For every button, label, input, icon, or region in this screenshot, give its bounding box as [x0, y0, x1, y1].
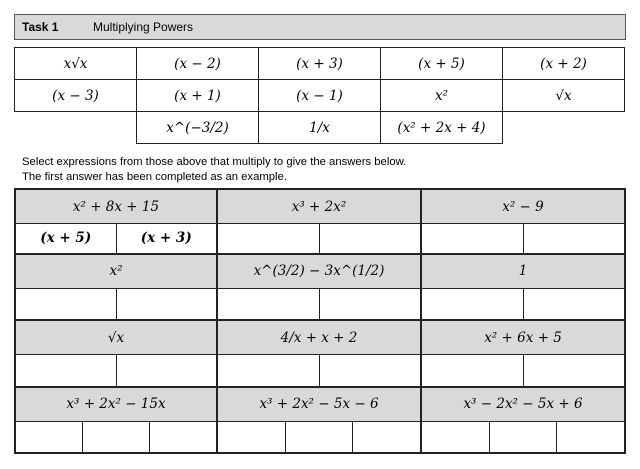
question-box [14, 188, 218, 255]
expression-text: x^(−3/2) [166, 119, 229, 136]
expression-text: (x² + 2x + 4) [397, 119, 486, 136]
answer-slot[interactable] [422, 223, 523, 253]
question-expression-text: x³ − 2x² − 5x + 6 [463, 396, 583, 412]
question-expression [422, 190, 624, 224]
answer-slot[interactable] [556, 421, 624, 453]
question-expression [218, 388, 420, 422]
question-expression-text: 1 [518, 263, 528, 279]
expression-text: (x + 3) [296, 55, 343, 72]
answer-slot[interactable] [149, 421, 216, 453]
answer-row [422, 223, 624, 253]
expression-text: (x − 3) [52, 87, 99, 104]
answer-slot[interactable] [319, 354, 421, 386]
expression-text: (x − 1) [296, 87, 343, 104]
answer-slot[interactable] [16, 421, 82, 453]
task-header [14, 14, 626, 40]
answer-slot[interactable] [218, 354, 319, 386]
question-expression-text: √x [107, 329, 125, 346]
answer-slot[interactable] [523, 288, 625, 320]
expression-text: (x + 5) [418, 55, 465, 72]
question-expression-text: x^(3/2) − 3x^(1/2) [253, 263, 385, 279]
answer-row [218, 223, 420, 253]
answer-row [218, 354, 420, 386]
question-box [216, 253, 422, 322]
task-title: Multiplying Powers [93, 20, 194, 34]
question-box [420, 386, 626, 455]
question-expression [16, 190, 216, 224]
question-expression [218, 190, 420, 224]
answer-slot[interactable] [422, 288, 523, 320]
expression-cell[interactable] [259, 80, 381, 112]
answer-slot[interactable] [218, 288, 319, 320]
question-box [216, 188, 422, 255]
expression-cell[interactable] [15, 48, 137, 80]
answer-row [16, 354, 216, 386]
answer-row [16, 288, 216, 320]
question-box [420, 188, 626, 255]
question-expression-text: x² − 9 [502, 198, 544, 215]
question-expression [16, 321, 216, 355]
question-expression [422, 255, 624, 289]
expression-cell[interactable] [137, 80, 259, 112]
instruction-line: The first answer has been completed as an example. [22, 170, 287, 183]
expression-text: (x + 2) [540, 55, 587, 72]
question-expression-text: 4/x + x + 2 [280, 329, 358, 346]
expression-text: √x [555, 87, 572, 104]
answer-slot[interactable] [489, 421, 557, 453]
question-box [14, 253, 218, 322]
answer-row [422, 421, 624, 453]
expression-cell[interactable] [503, 48, 625, 80]
empty-cell [503, 112, 625, 144]
answer-slot[interactable] [285, 421, 353, 453]
question-expression [422, 388, 624, 422]
answer-slot[interactable] [16, 354, 116, 386]
question-expression-text: x² + 6x + 5 [484, 329, 562, 346]
expression-text: (x + 1) [174, 87, 221, 104]
question-box [14, 386, 218, 455]
question-expression-text: x³ + 2x² − 15x [66, 396, 166, 412]
question-expression-text: x² [109, 263, 123, 279]
answer-slot[interactable] [116, 288, 217, 320]
question-box [420, 319, 626, 388]
answer-slot[interactable] [319, 288, 421, 320]
expression-x-sqrt-x: x√x [63, 55, 88, 72]
expression-cell[interactable] [503, 80, 625, 112]
question-expression-text: x² + 8x + 15 [72, 198, 160, 215]
answer-slot[interactable] [422, 421, 489, 453]
answer-slot[interactable] [218, 421, 285, 453]
question-expression-text: x³ + 2x² [291, 198, 347, 215]
question-expression [422, 321, 624, 355]
expression-table [14, 47, 625, 144]
instructions [22, 155, 406, 184]
question-expression [16, 255, 216, 289]
answer-text: (x + 5) [40, 229, 92, 246]
answer-row [16, 223, 216, 253]
question-box [216, 319, 422, 388]
answer-slot[interactable] [422, 354, 523, 386]
answer-row [218, 288, 420, 320]
answer-slot[interactable] [218, 223, 319, 253]
expression-cell[interactable] [259, 48, 381, 80]
answer-slot[interactable] [523, 223, 625, 253]
answer-slot[interactable] [352, 421, 420, 453]
expression-text: x² [434, 87, 449, 104]
expression-cell[interactable] [381, 48, 503, 80]
answer-slot[interactable] [116, 354, 217, 386]
expression-cell[interactable] [381, 112, 503, 144]
answer-slot[interactable] [16, 288, 116, 320]
expression-cell[interactable] [259, 112, 381, 144]
answer-slot[interactable] [319, 223, 421, 253]
question-expression [218, 321, 420, 355]
empty-cell [15, 112, 137, 144]
answer-row [422, 288, 624, 320]
task-label: Task 1 [22, 20, 59, 34]
answer-slot[interactable] [16, 223, 116, 253]
answer-slot[interactable] [82, 421, 149, 453]
question-expression [16, 388, 216, 422]
expression-cell[interactable] [137, 48, 259, 80]
answer-slot[interactable] [523, 354, 625, 386]
answer-row [218, 421, 420, 453]
expression-text: (x − 2) [174, 55, 221, 72]
question-box [216, 386, 422, 455]
answer-row [16, 421, 216, 453]
expression-cell[interactable] [137, 112, 259, 144]
answer-text: (x + 3) [140, 229, 192, 246]
question-expression [218, 255, 420, 289]
question-box [420, 253, 626, 322]
answer-slot[interactable] [116, 223, 217, 253]
expression-cell[interactable] [15, 80, 137, 112]
question-expression-text: x³ + 2x² − 5x − 6 [259, 396, 379, 412]
answer-row [422, 354, 624, 386]
expression-text: 1/x [309, 119, 330, 136]
question-box [14, 319, 218, 388]
instruction-line: Select expressions from those above that multiply to give the answers below. [22, 156, 407, 168]
expression-cell[interactable] [381, 80, 503, 112]
